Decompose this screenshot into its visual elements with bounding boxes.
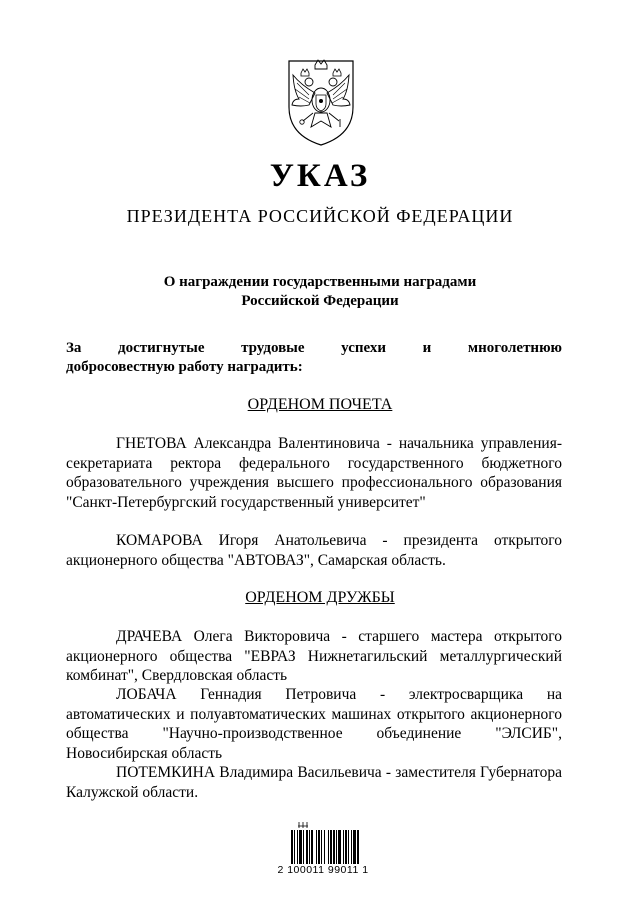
award-entry: ПОТЕМКИНА Владимира Васильевича - заместителя Губернатора Калужской области. bbox=[66, 764, 562, 801]
award-entry: ГНЕТОВА Александра Валентиновича - начальника управления-секретариата ректора федерального государственного бюджетного образовательного учреждения высшего профессионального образования "Санкт-Петербургский государственный университет" bbox=[66, 435, 562, 511]
preamble-line-2: добросовестную работу наградить: bbox=[66, 359, 303, 375]
award-entry: ЛОБАЧА Геннадия Петровича - электросварщика на автоматических и полуавтоматических машинах открытого акционерного общества "Научно-производственное объединение "ЭЛСИБ", Новосибирская область bbox=[66, 686, 562, 762]
section-title-order-of-honour: ОРДЕНОМ ПОЧЕТА bbox=[247, 396, 393, 413]
decree-preamble bbox=[66, 339, 562, 377]
decree-heading bbox=[140, 273, 500, 311]
preamble-line-1: За достигнутые трудовые успехи и многолетнюю bbox=[66, 340, 562, 356]
barcode-icon bbox=[290, 818, 375, 866]
section-title-order-of-friendship: ОРДЕНОМ ДРУЖБЫ bbox=[245, 589, 395, 606]
award-entry: КОМАРОВА Игоря Анатольевича - президента открытого акционерного общества "АВТОВАЗ", Самарская область. bbox=[66, 532, 562, 569]
document-title: УКАЗ bbox=[269, 158, 371, 194]
coat-of-arms-icon bbox=[279, 55, 363, 147]
barcode-number: 2 100011 99011 1 bbox=[277, 864, 369, 876]
heading-line-1: О награждении государственными наградами bbox=[163, 274, 477, 290]
award-entry: ДРАЧЕВА Олега Викторовича - старшего мастера открытого акционерного общества "ЕВРАЗ Нижнетагильский металлургический комбинат", Свердловская область bbox=[66, 628, 562, 684]
heading-line-2: Российской Федерации bbox=[241, 293, 399, 309]
document-subtitle: ПРЕЗИДЕНТА РОССИЙСКОЙ ФЕДЕРАЦИИ bbox=[126, 206, 514, 226]
